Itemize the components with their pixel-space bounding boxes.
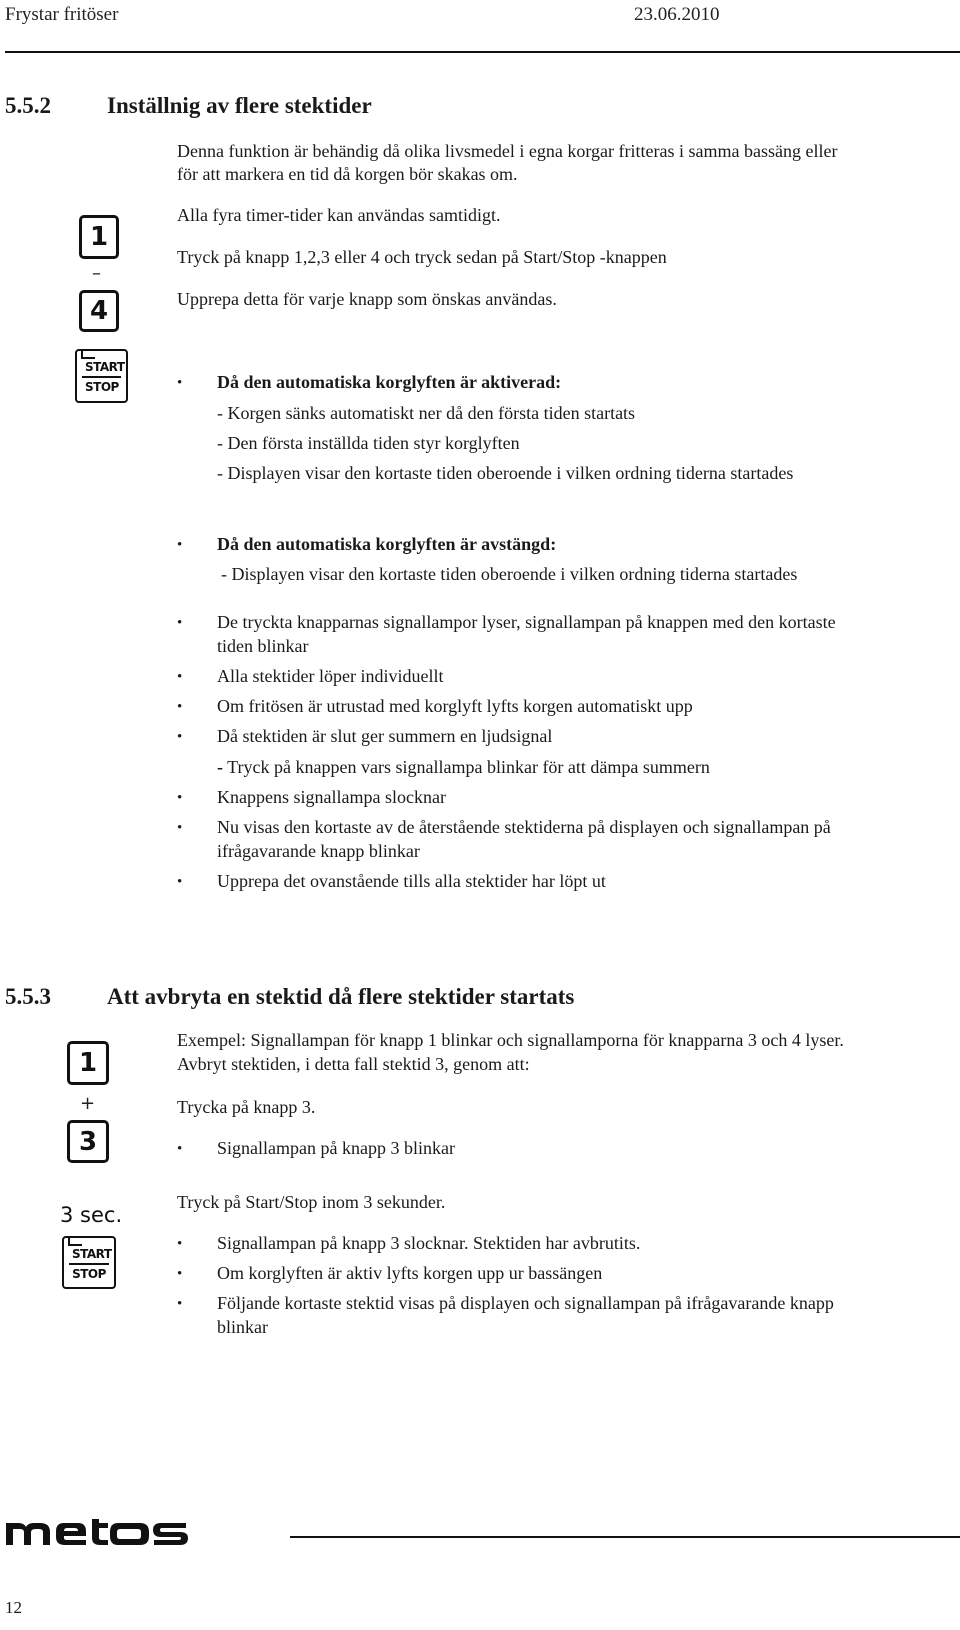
divider <box>82 376 121 378</box>
bullet: • <box>177 1296 183 1312</box>
list-item: De tryckta knapparnas signallampor lyser, signallampan på knappen med den kortaste <box>217 612 836 632</box>
stop-label: STOP <box>72 1267 106 1281</box>
section-title: Inställnig av flere stektider <box>107 93 372 118</box>
bullet: • <box>177 820 183 836</box>
metos-logo <box>6 1519 206 1549</box>
bullet: • <box>177 537 183 553</box>
paragraph: Trycka på knapp 3. <box>177 1097 316 1117</box>
paragraph: Exempel: Signallampan för knapp 1 blinkar och signallamporna för knapparna 3 och 4 lyser. <box>177 1030 844 1050</box>
stop-label: STOP <box>85 380 119 394</box>
sub-text: Tryck på knappen vars signallampa blinkar för att dämpa summern <box>223 757 710 777</box>
key-1-icon: 1 <box>79 215 119 259</box>
bullet: • <box>177 874 183 890</box>
key-1-icon: 1 <box>67 1041 109 1085</box>
list-item: - Korgen sänks automatiskt ner då den första tiden startats <box>217 403 636 423</box>
bullet: • <box>177 1236 183 1252</box>
bullet: • <box>177 790 183 806</box>
section-number: 5.5.3 <box>5 984 51 1009</box>
sub-dash: - <box>217 757 223 777</box>
bullet: • <box>177 1141 183 1157</box>
bullet: • <box>177 669 183 685</box>
paragraph: Tryck på Start/Stop inom 3 sekunder. <box>177 1192 446 1212</box>
list-item: Nu visas den kortaste av de återstående stektiderna på displayen och signallampan på <box>217 817 831 837</box>
section-title: Att avbryta en stektid då flere stektider startats <box>107 984 575 1009</box>
list-item: - Displayen visar den kortaste tiden oberoende i vilken ordning tiderna startades <box>217 463 794 483</box>
divider <box>69 1263 109 1265</box>
list-item: Knappens signallampa slocknar <box>217 787 446 807</box>
bullet: • <box>177 729 183 745</box>
list-item: ifrågavarande knapp blinkar <box>217 841 420 861</box>
header-title: Frystar fritöser <box>5 4 119 25</box>
three-seconds-label: 3 sec. <box>60 1203 123 1227</box>
paragraph: Upprepa detta för varje knapp som önskas användas. <box>177 289 557 309</box>
bullet: • <box>177 699 183 715</box>
key-3-icon: 3 <box>67 1120 109 1163</box>
start-stop-icon <box>75 349 128 403</box>
sub-item <box>217 755 710 780</box>
bullet: • <box>177 375 183 391</box>
footer-rule <box>290 1536 960 1538</box>
bullet: • <box>177 615 183 631</box>
list-item: tiden blinkar <box>217 636 309 656</box>
list-item: blinkar <box>217 1317 268 1337</box>
list-item: Alla stektider löper individuellt <box>217 666 444 686</box>
list-item: Om fritösen är utrustad med korglyft lyfts korgen automatiskt upp <box>217 696 693 716</box>
paragraph: Denna funktion är behändig då olika livsmedel i egna korgar fritteras i samma bassäng eller <box>177 141 838 161</box>
bullet: • <box>177 1266 183 1282</box>
list-item: - Displayen visar den kortaste tiden oberoende i vilken ordning tiderna startades <box>221 564 798 584</box>
start-stop-icon <box>62 1236 116 1289</box>
dash-symbol: – <box>92 263 101 284</box>
page-number: 12 <box>5 1598 22 1617</box>
list-item: Signallampan på knapp 3 blinkar <box>217 1138 455 1158</box>
paragraph: Alla fyra timer-tider kan användas samtidigt. <box>177 205 501 225</box>
paragraph: Tryck på knapp 1,2,3 eller 4 och tryck sedan på Start/Stop -knappen <box>177 247 667 267</box>
list-item: - Den första inställda tiden styr korglyften <box>217 433 520 453</box>
bullet-title: Då den automatiska korglyften är avstängd: <box>217 534 557 554</box>
header-date: 23.06.2010 <box>634 4 720 25</box>
tab-mark <box>68 1237 82 1246</box>
start-label: START <box>72 1247 112 1261</box>
plus-symbol: + <box>80 1093 96 1114</box>
key-4-icon: 4 <box>79 290 119 332</box>
list-item: Om korglyften är aktiv lyfts korgen upp ur bassängen <box>217 1263 603 1283</box>
bullet-title: Då den automatiska korglyften är aktiverad: <box>217 372 562 392</box>
list-item: Då stektiden är slut ger summern en ljudsignal <box>217 726 553 746</box>
list-item: Signallampan på knapp 3 slocknar. Stektiden har avbrutits. <box>217 1233 641 1253</box>
paragraph: för att markera en tid då korgen bör skakas om. <box>177 164 518 184</box>
list-item: Följande kortaste stektid visas på displayen och signallampan på ifrågavarande knapp <box>217 1293 834 1313</box>
header-rule <box>5 51 960 53</box>
list-item: Upprepa det ovanstående tills alla stektider har löpt ut <box>217 871 606 891</box>
start-label: START <box>85 360 125 374</box>
tab-mark <box>81 350 95 359</box>
section-number: 5.5.2 <box>5 93 51 118</box>
paragraph: Avbryt stektiden, i detta fall stektid 3, genom att: <box>177 1054 530 1074</box>
